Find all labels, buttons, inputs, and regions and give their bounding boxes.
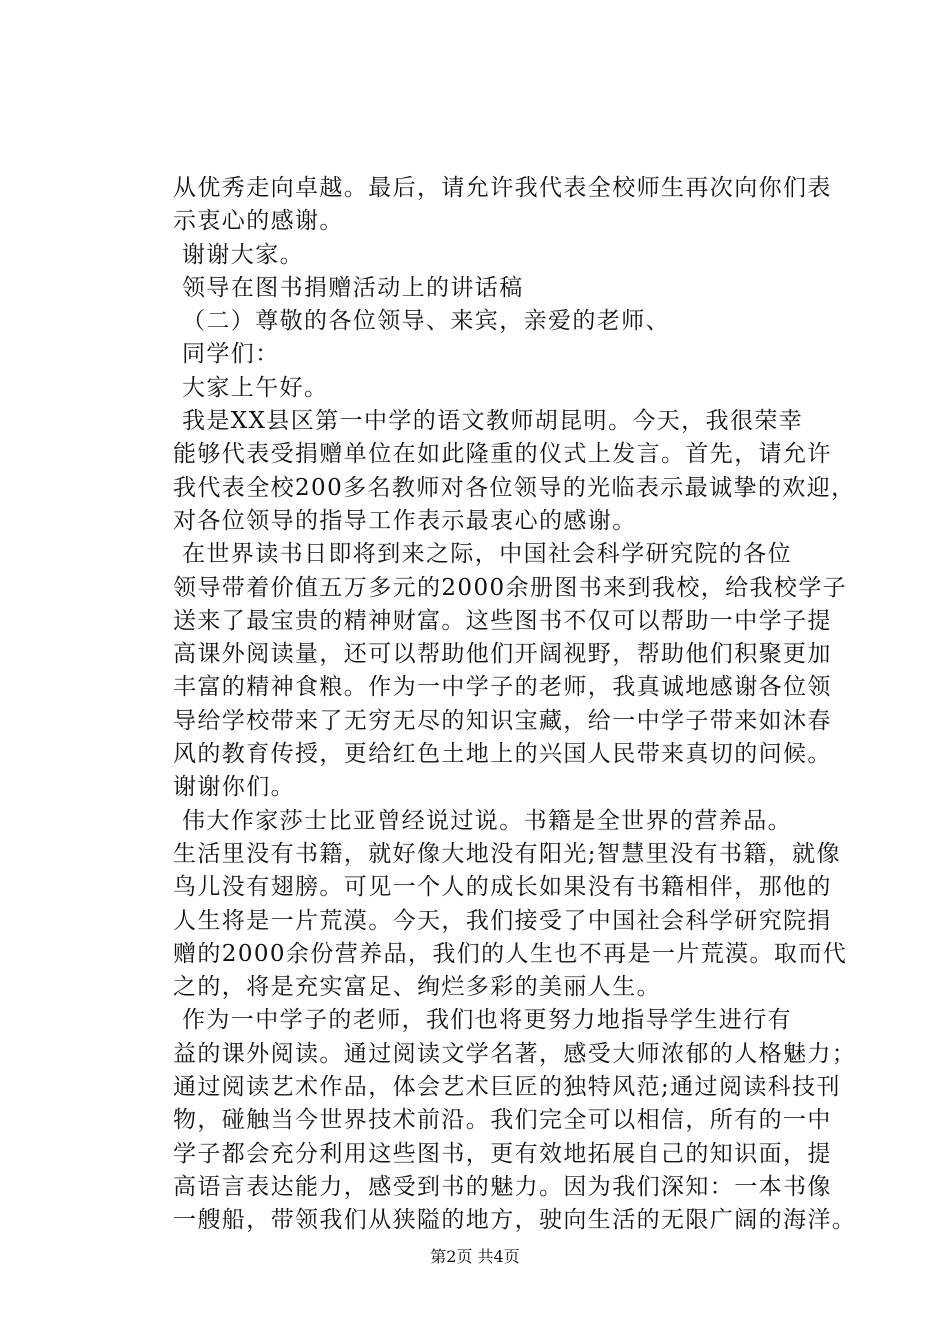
text-line: 大家上午好。 xyxy=(182,374,329,401)
text-line: 我是XX县区第一中学的语文教师胡昆明。今天，我很荣幸 xyxy=(182,408,804,435)
text-line: 同学们： xyxy=(182,341,280,368)
text-line: 谢谢你们。 xyxy=(173,774,295,801)
text-line: 人生将是一片荒漠。今天，我们接受了中国社会科学研究院捐 xyxy=(173,907,832,934)
text-line: 从优秀走向卓越。最后，请允许我代表全校师生再次向你们表 xyxy=(173,175,832,201)
text-line: 高语言表达能力，感受到书的魅力。因为我们深知：一本书像 xyxy=(173,1173,832,1200)
text-line: 能够代表受捐赠单位在如此隆重的仪式上发言。首先，请允许 xyxy=(173,441,832,468)
text-line: 伟大作家莎士比亚曾经说过说。书籍是全世界的营养品。 xyxy=(182,807,792,834)
text-line: 在世界读书日即将到来之际，中国社会科学研究院的各位 xyxy=(182,541,792,568)
page-footer: 第2页 共4页 xyxy=(430,1247,520,1266)
text-line: 鸟儿没有翅膀。可见一个人的成长如果没有书籍相伴，那他的 xyxy=(173,874,832,901)
text-line: 生活里没有书籍，就好像大地没有阳光;智慧里没有书籍，就像 xyxy=(173,840,841,867)
text-line: 示衷心的感谢。 xyxy=(173,208,344,235)
text-line: 对各位领导的指导工作表示最衷心的感谢。 xyxy=(173,507,637,534)
text-line: （二）尊敬的各位领导、来宾，亲爱的老师、 xyxy=(182,308,670,335)
text-line: 一艘船，带领我们从狭隘的地方，驶向生活的无限广阔的海洋。 xyxy=(173,1207,857,1234)
text-line: 送来了最宝贵的精神财富。这些图书不仅可以帮助一中学子提 xyxy=(173,607,832,634)
text-line: 丰富的精神食粮。作为一中学子的老师，我真诚地感谢各位领 xyxy=(173,674,832,701)
text-line: 之的，将是充实富足、绚烂多彩的美丽人生。 xyxy=(173,974,661,1001)
text-line: 谢谢大家。 xyxy=(182,241,304,268)
text-line: 高课外阅读量，还可以帮助他们开阔视野，帮助他们积聚更加 xyxy=(173,641,832,668)
document-body xyxy=(173,172,857,1238)
text-line: 我代表全校200多名教师对各位领导的光临表示最诚挚的欢迎， xyxy=(173,474,856,501)
text-line: 领导带着价值五万多元的2000余册图书来到我校，给我校学子 xyxy=(173,574,848,601)
text-line: 领导在图书捐赠活动上的讲话稿 xyxy=(182,274,524,301)
text-line: 作为一中学子的老师，我们也将更努力地指导学生进行有 xyxy=(182,1007,792,1034)
text-line: 通过阅读艺术作品，体会艺术巨匠的独特风范;通过阅读科技刊 xyxy=(173,1074,841,1101)
text-line: 物，碰触当今世界技术前沿。我们完全可以相信，所有的一中 xyxy=(173,1107,832,1134)
text-line: 导给学校带来了无穷无尽的知识宝藏，给一中学子带来如沐春 xyxy=(173,707,832,734)
text-line: 益的课外阅读。通过阅读文学名著，感受大师浓郁的人格魅力； xyxy=(173,1040,857,1067)
text-line: 赠的2000余份营养品，我们的人生也不再是一片荒漠。取而代 xyxy=(173,940,848,967)
text-line: 学子都会充分利用这些图书，更有效地拓展自己的知识面，提 xyxy=(173,1140,832,1167)
text-line: 风的教育传授，更给红色土地上的兴国人民带来真切的问候。 xyxy=(173,741,832,768)
